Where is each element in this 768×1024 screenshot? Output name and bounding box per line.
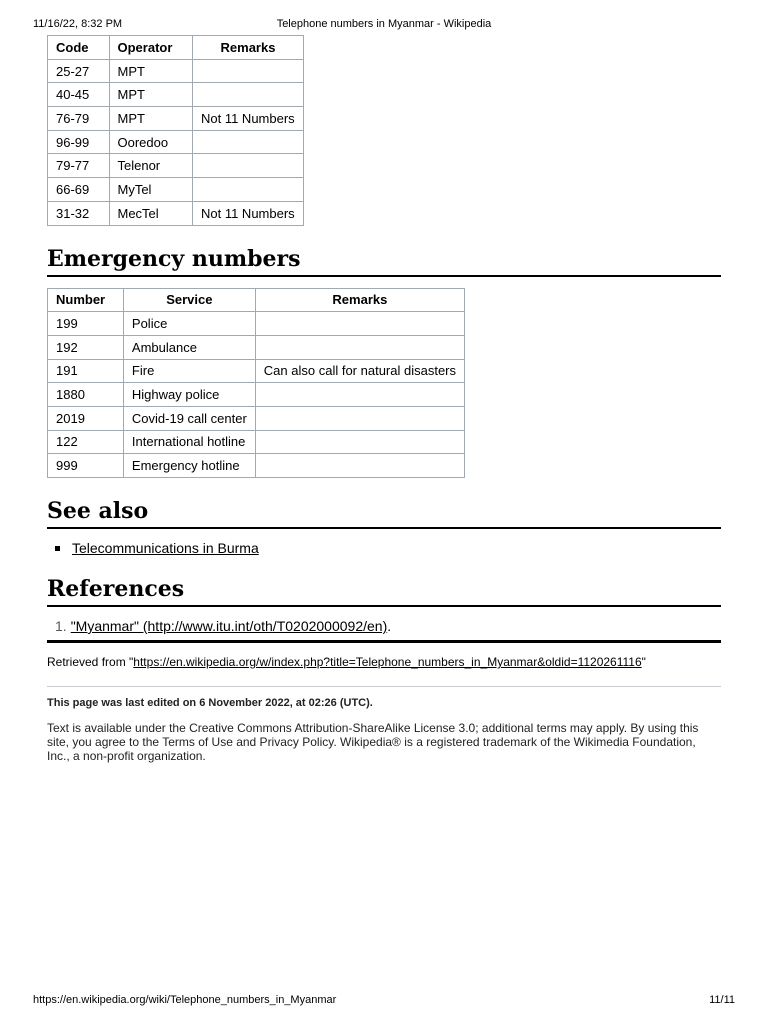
column-header-code: Code: [48, 36, 110, 60]
remarks-cell: Not 11 Numbers: [192, 107, 303, 131]
table-row: [48, 107, 304, 131]
see-also-heading: See also: [47, 496, 721, 529]
retrieved-prefix: Retrieved from ": [47, 655, 134, 669]
retrieved-url-link[interactable]: https://en.wikipedia.org/w/index.php?title=Telephone_numbers_in_Myanmar&oldid=1120261116: [133, 655, 642, 669]
table-row: [48, 312, 465, 336]
code-cell: 31-32: [48, 201, 110, 225]
table-row: [48, 201, 304, 225]
service-cell: Covid-19 call center: [123, 406, 255, 430]
list-item: [55, 537, 721, 559]
remarks-cell: [192, 154, 303, 178]
column-header-number: Number: [48, 288, 124, 312]
footer-divider: [47, 686, 721, 687]
license-notice: Text is available under the Creative Commons Attribution-ShareAlike License 3.0; additional terms may apply. By using this site, you agree to the Terms of Use and Privacy Policy. Wikipedia® is a registered trademark of the Wikimedia Foundation, Inc., a non-profit organization.: [47, 721, 699, 763]
article-content: [47, 35, 721, 763]
table-row: [48, 406, 465, 430]
myanmar-itu-reference-link[interactable]: "Myanmar" (http://www.itu.int/oth/T0202000092/en): [70, 618, 388, 634]
code-cell: 25-27: [48, 59, 110, 83]
operator-cell: MPT: [109, 59, 192, 83]
table-row: [48, 83, 304, 107]
last-edited-notice: This page was last edited on 6 November 2022, at 02:26 (UTC).: [47, 697, 373, 709]
service-cell: Highway police: [123, 383, 255, 407]
number-cell: 2019: [48, 406, 124, 430]
code-cell: 96-99: [48, 130, 110, 154]
emergency-numbers-heading: Emergency numbers: [47, 244, 721, 277]
remarks-cell: [255, 312, 464, 336]
print-url: https://en.wikipedia.org/wiki/Telephone_numbers_in_Myanmar: [33, 994, 337, 1006]
table-row: [48, 359, 465, 383]
code-cell: 79-77: [48, 154, 110, 178]
reference-item: [55, 615, 721, 637]
remarks-cell: [192, 59, 303, 83]
operator-table: [47, 35, 304, 226]
table-row: [48, 383, 465, 407]
number-cell: 999: [48, 454, 124, 478]
column-header-remarks: Remarks: [255, 288, 464, 312]
table-header-row: [48, 36, 304, 60]
print-header: [33, 17, 735, 31]
column-header-operator: Operator: [109, 36, 192, 60]
service-cell: Fire: [123, 359, 255, 383]
remarks-cell: [255, 454, 464, 478]
remarks-cell: [255, 430, 464, 454]
reference-suffix: .: [387, 618, 392, 634]
remarks-cell: Can also call for natural disasters: [255, 359, 464, 383]
code-cell: 40-45: [48, 83, 110, 107]
service-cell: Ambulance: [123, 335, 255, 359]
remarks-cell: [255, 383, 464, 407]
emergency-table: [47, 288, 465, 479]
service-cell: International hotline: [123, 430, 255, 454]
remarks-cell: [192, 130, 303, 154]
operator-cell: MPT: [109, 107, 192, 131]
retrieved-suffix: ": [641, 655, 646, 669]
column-header-remarks: Remarks: [192, 36, 303, 60]
column-header-service: Service: [123, 288, 255, 312]
telecommunications-in-burma-link[interactable]: Telecommunications in Burma: [72, 540, 259, 556]
table-row: [48, 154, 304, 178]
remarks-cell: [255, 406, 464, 430]
number-cell: 122: [48, 430, 124, 454]
number-cell: 191: [48, 359, 124, 383]
service-cell: Emergency hotline: [123, 454, 255, 478]
page-number: 11/11: [709, 994, 735, 1006]
table-row: [48, 430, 465, 454]
references-heading: References: [47, 574, 721, 607]
table-row: [48, 335, 465, 359]
table-row: [48, 454, 465, 478]
remarks-cell: [192, 178, 303, 202]
print-date: 11/16/22, 8:32 PM: [33, 18, 123, 30]
table-row: [48, 59, 304, 83]
table-row: [48, 130, 304, 154]
remarks-cell: [255, 335, 464, 359]
number-cell: 192: [48, 335, 124, 359]
retrieved-from: [47, 653, 721, 671]
print-title: Telephone numbers in Myanmar - Wikipedia: [276, 18, 492, 30]
number-cell: 1880: [48, 383, 124, 407]
number-cell: 199: [48, 312, 124, 336]
references-list: [47, 615, 721, 637]
operator-cell: Telenor: [109, 154, 192, 178]
see-also-list: [47, 537, 721, 559]
table-header-row: [48, 288, 465, 312]
service-cell: Police: [123, 312, 255, 336]
print-footer: [33, 993, 735, 1007]
code-cell: 76-79: [48, 107, 110, 131]
operator-cell: MPT: [109, 83, 192, 107]
operator-cell: Ooredoo: [109, 130, 192, 154]
reference-number: 1.: [55, 618, 67, 634]
remarks-cell: Not 11 Numbers: [192, 201, 303, 225]
section-divider: [47, 640, 721, 643]
table-row: [48, 178, 304, 202]
code-cell: 66-69: [48, 178, 110, 202]
operator-cell: MyTel: [109, 178, 192, 202]
bullet-icon: [55, 546, 60, 551]
operator-cell: MecTel: [109, 201, 192, 225]
remarks-cell: [192, 83, 303, 107]
